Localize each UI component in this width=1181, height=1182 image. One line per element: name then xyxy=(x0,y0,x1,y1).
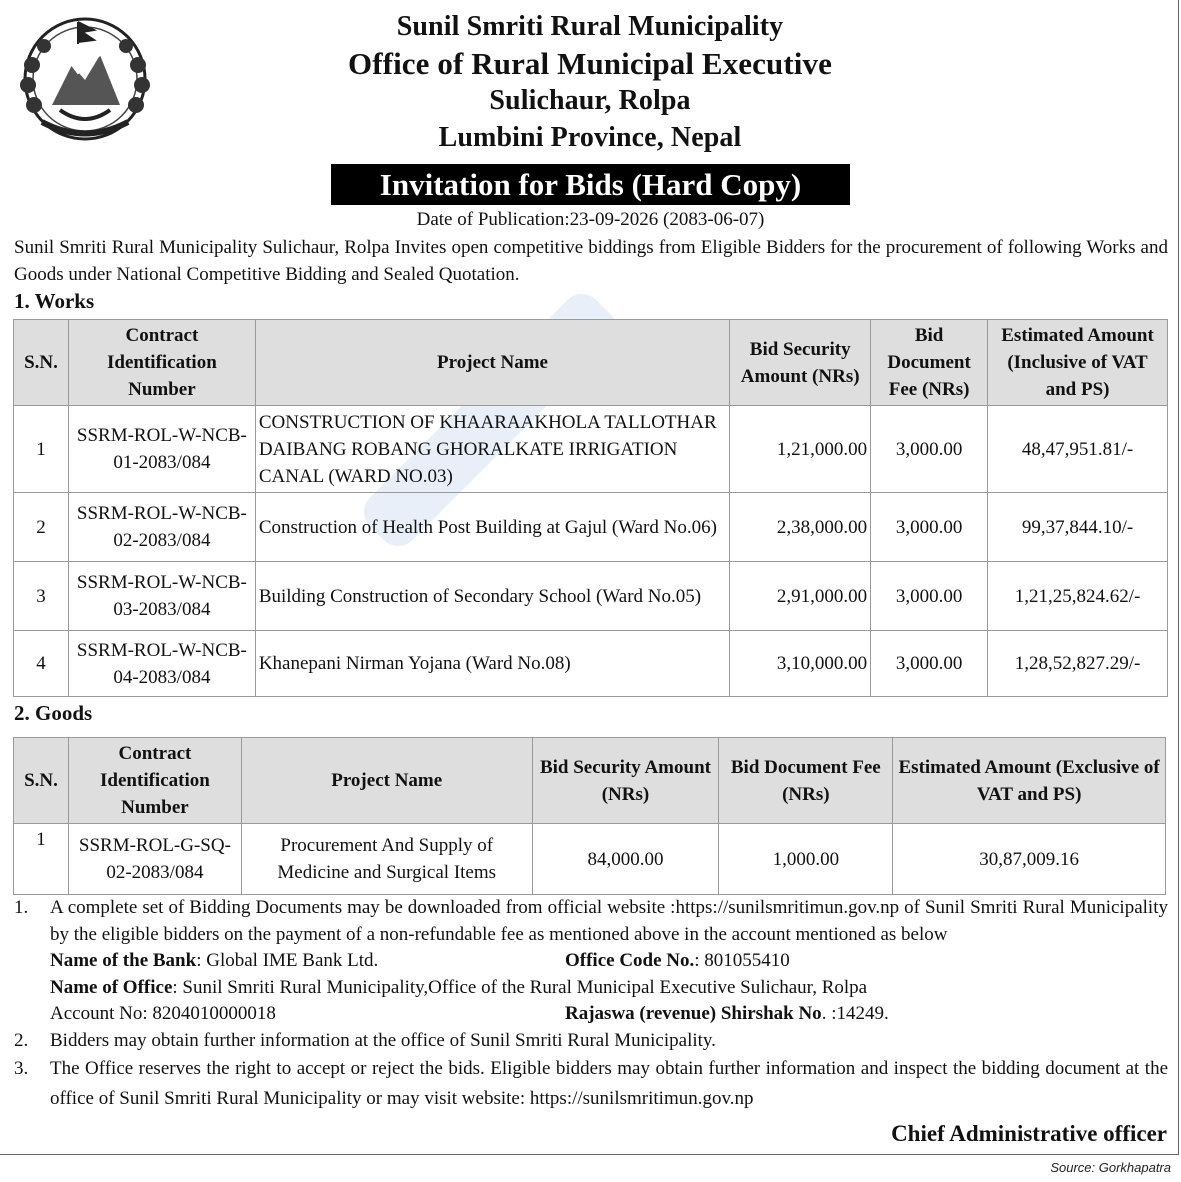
notice-title: Invitation for Bids (Hard Copy) xyxy=(331,164,850,205)
publication-date: Date of Publication:23-09-2026 (2083-06-07) xyxy=(416,209,765,230)
cell-security: 3,10,000.00 xyxy=(730,631,871,697)
bank-details-row xyxy=(50,948,1168,975)
intro-paragraph: Sunil Smriti Rural Municipality Sulichaur, Rolpa Invites open competitive biddings from Eligible Bidders for the procurement of following Works and Goods under National Competitive Bidding and Sealed Quotation. xyxy=(14,237,1168,285)
cell-project: Khanepani Nirman Yojana (Ward No.08) xyxy=(255,631,729,697)
cell-sn: 2 xyxy=(14,493,69,562)
goods-section-title: 2. Goods xyxy=(14,701,93,725)
bank-label: Name of the Bank xyxy=(50,950,197,971)
note-text: Bidders may obtain further information at the office of Sunil Smriti Rural Municipality. xyxy=(50,1029,716,1051)
goods-header-estimate: Estimated Amount (Exclusive of VAT and PS) xyxy=(893,738,1166,824)
nepal-government-emblem-icon xyxy=(12,10,158,148)
source-credit: Source: Gorkhapatra xyxy=(1050,1160,1171,1175)
cell-fee: 3,000.00 xyxy=(871,631,988,697)
goods-header-cin: Contract Identification Number xyxy=(68,738,241,824)
works-header-fee: Bid Document Fee (NRs) xyxy=(871,320,988,406)
cell-security: 1,21,000.00 xyxy=(730,406,871,493)
note-number: 1. xyxy=(14,897,29,918)
works-section-title: 1. Works xyxy=(14,289,95,313)
bank-value: : Global IME Bank Ltd. xyxy=(196,950,379,971)
rajaswa-value: . :14249. xyxy=(821,1003,889,1024)
table-row xyxy=(14,824,1166,895)
cell-project: Construction of Health Post Building at Gajul (Ward No.06) xyxy=(255,493,729,562)
list-item xyxy=(14,895,1168,1028)
table-row xyxy=(14,562,1168,631)
note-number: 2. xyxy=(14,1029,29,1051)
cell-cin: SSRM-ROL-W-NCB-02-2083/084 xyxy=(68,493,255,562)
works-header-sn: S.N. xyxy=(14,320,69,406)
works-table xyxy=(13,319,1168,697)
cell-cin: SSRM-ROL-G-SQ-02-2083/084 xyxy=(68,824,241,895)
office-name: Office of Rural Municipal Executive xyxy=(348,46,832,81)
office-label: Name of Office xyxy=(50,976,173,998)
cell-cin: SSRM-ROL-W-NCB-01-2083/084 xyxy=(68,406,255,493)
cell-project: CONSTRUCTION OF KHAARAAKHOLA TALLOTHAR DAIBANG ROBANG GHORALKATE IRRIGATION CANAL (WARD NO.03) xyxy=(255,406,729,493)
office-details-row xyxy=(50,975,1168,1002)
office-location: Sulichaur, Rolpa xyxy=(489,85,691,116)
works-header-project: Project Name xyxy=(255,320,729,406)
goods-header-security: Bid Security Amount (NRs) xyxy=(532,738,719,824)
goods-table xyxy=(13,737,1166,895)
signoff-title: Chief Administrative officer xyxy=(891,1121,1167,1146)
office-value: : Sunil Smriti Rural Municipality,Office of the Rural Municipal Executive Sulichaur, Rolpa xyxy=(172,976,868,998)
cell-cin: SSRM-ROL-W-NCB-04-2083/084 xyxy=(68,631,255,697)
cell-sn: 1 xyxy=(14,406,69,493)
cell-estimate: 48,47,951.81/- xyxy=(988,406,1168,493)
works-header-estimate: Estimated Amount (Inclusive of VAT and PS) xyxy=(988,320,1168,406)
cell-fee: 3,000.00 xyxy=(871,562,988,631)
cell-sn: 4 xyxy=(14,631,69,697)
account-details-row xyxy=(50,1001,1168,1028)
cell-project: Building Construction of Secondary School (Ward No.05) xyxy=(255,562,729,631)
cell-project: Procurement And Supply of Medicine and Surgical Items xyxy=(241,824,532,895)
cell-security: 84,000.00 xyxy=(532,824,719,895)
goods-header-sn: S.N. xyxy=(14,738,69,824)
province-country: Lumbini Province, Nepal xyxy=(438,122,742,153)
cell-security: 2,91,000.00 xyxy=(730,562,871,631)
account-number: Account No: 8204010000018 xyxy=(50,1003,276,1024)
works-header-cin: Contract Identification Number xyxy=(68,320,255,406)
rajaswa-label: Rajaswa (revenue) Shirshak No xyxy=(565,1003,822,1024)
goods-header-project: Project Name xyxy=(241,738,532,824)
cell-fee: 3,000.00 xyxy=(871,493,988,562)
cell-sn: 3 xyxy=(14,562,69,631)
cell-sn: 1 xyxy=(14,824,69,895)
note-text: A complete set of Bidding Documents may be downloaded from official website :https://sunilsmritimun.gov.np of Sunil Smriti Rural Municipality by the eligible bidders on the payment of a non-refundable fee as mentioned above in the account mentioned as below xyxy=(50,897,1168,945)
table-row xyxy=(14,631,1168,697)
cell-security: 2,38,000.00 xyxy=(730,493,871,562)
list-item xyxy=(14,1054,1168,1114)
cell-estimate: 99,37,844.10/- xyxy=(988,493,1168,562)
table-row xyxy=(14,406,1168,493)
cell-estimate: 1,28,52,827.29/- xyxy=(988,631,1168,697)
cell-fee: 3,000.00 xyxy=(871,406,988,493)
office-code-label: Office Code No. xyxy=(565,950,695,971)
cell-fee: 1,000.00 xyxy=(719,824,893,895)
municipality-name: Sunil Smriti Rural Municipality xyxy=(396,11,784,42)
note-text: The Office reserves the right to accept or reject the bids. Eligible bidders may obtain further information and inspect the bidding document at the office of Sunil Smriti Rural Municipality or may visit website: https://sunilsmritimun.gov.np xyxy=(50,1058,1168,1109)
goods-header-fee: Bid Document Fee (NRs) xyxy=(719,738,893,824)
cell-estimate: 1,21,25,824.62/- xyxy=(988,562,1168,631)
note-number: 3. xyxy=(14,1058,29,1079)
cell-estimate: 30,87,009.16 xyxy=(893,824,1166,895)
office-code-value: : 801055410 xyxy=(694,950,790,971)
table-row xyxy=(14,493,1168,562)
cell-cin: SSRM-ROL-W-NCB-03-2083/084 xyxy=(68,562,255,631)
notes-list xyxy=(14,895,1168,1114)
notice-header xyxy=(160,8,1020,156)
works-header-security: Bid Security Amount (NRs) xyxy=(730,320,871,406)
list-item xyxy=(14,1028,1168,1055)
